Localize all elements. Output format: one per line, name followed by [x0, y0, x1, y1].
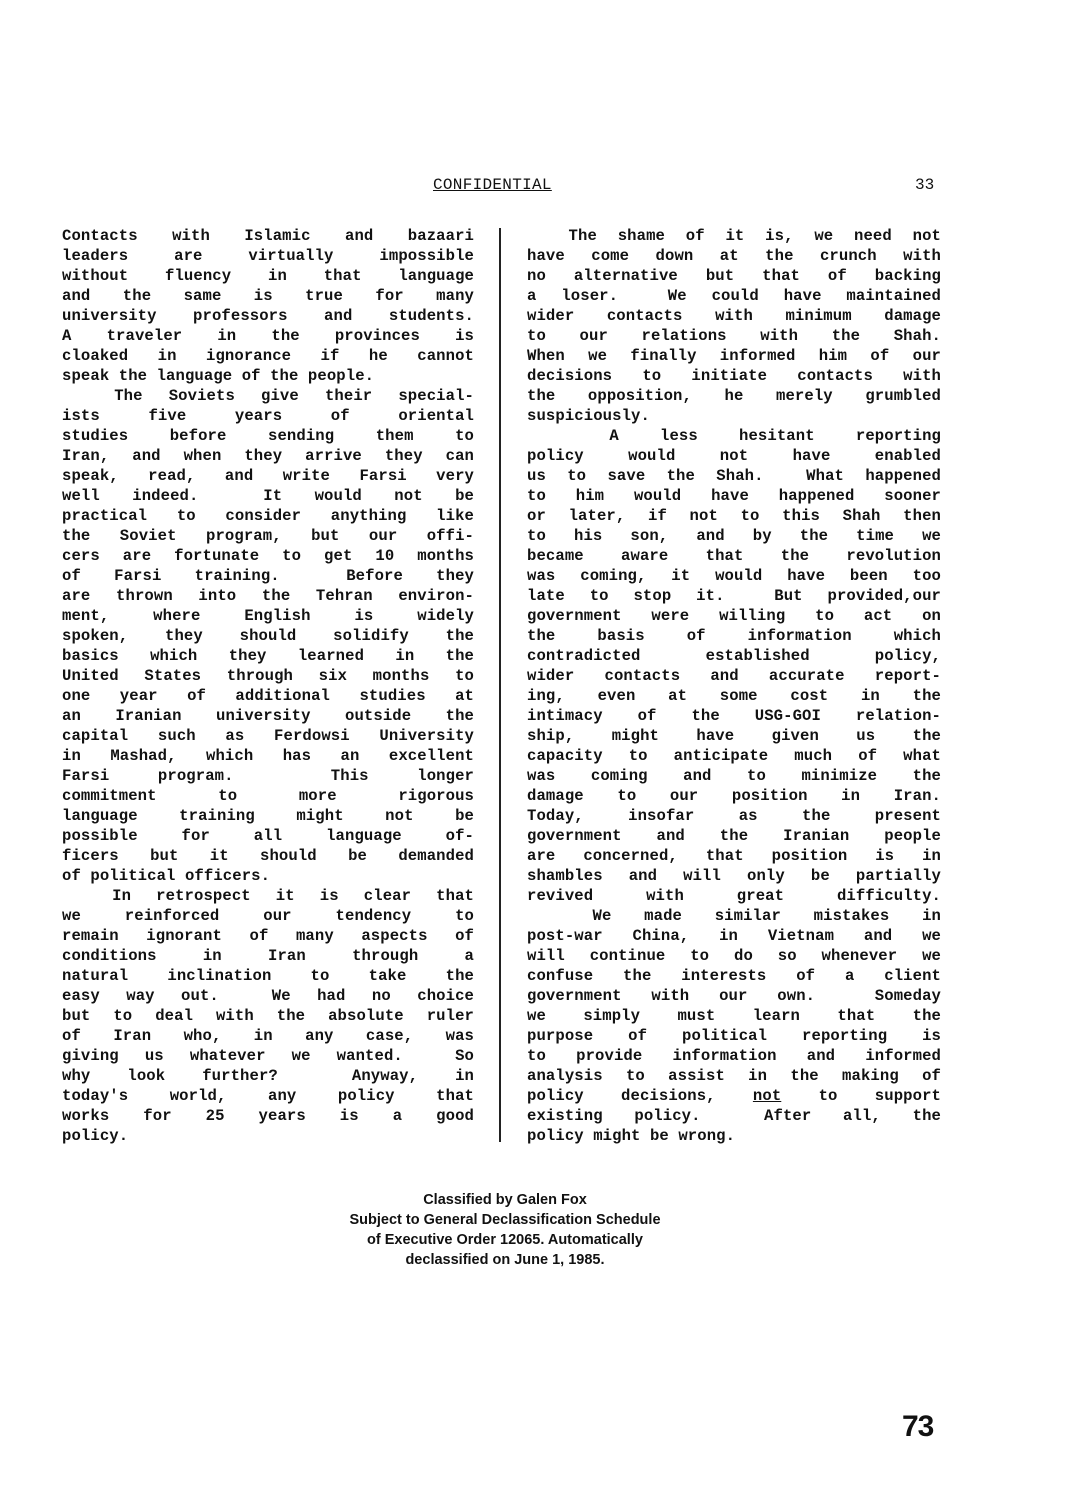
text-line: government and the Iranian people: [527, 827, 941, 845]
text-line: an Iranian university outside the: [62, 707, 474, 725]
emphasis-not: not: [752, 1087, 782, 1105]
text-line: today's world, any policy that: [62, 1087, 474, 1105]
text-line: ship, might have given us the: [527, 727, 941, 745]
text-line: university professors and students.: [62, 307, 474, 325]
text-line: the opposition, he merely grumbled: [527, 387, 941, 405]
text-line: late to stop it. But provided,our: [527, 587, 941, 605]
text-line: policy would not have enabled: [527, 447, 941, 465]
text-line: to our relations with the Shah.: [527, 327, 941, 345]
text-line: government with our own. Someday: [527, 987, 941, 1005]
text-line: damage to our position in Iran.: [527, 787, 941, 805]
text-line: commitment to more rigorous: [62, 787, 474, 805]
text-line: easy way out. We had no choice: [62, 987, 474, 1005]
text-line: capacity to anticipate much of what: [527, 747, 941, 765]
text-line: policy might be wrong.: [527, 1127, 736, 1145]
text-line: of Farsi training. Before they: [62, 567, 474, 585]
text-line: studies before sending them to: [62, 427, 474, 445]
text-line: are concerned, that position is in: [527, 847, 941, 865]
text-line: speak the language of the people.: [62, 367, 375, 385]
column-divider: [499, 228, 501, 1142]
text-line: the Soviet program, but our offi-: [62, 527, 474, 545]
text-line: wider contacts and accurate report-: [527, 667, 941, 685]
text-line: shambles and will only be partially: [527, 867, 941, 885]
classification-line: of Executive Order 12065. Automatically: [367, 1232, 643, 1248]
text-line: When we finally informed him of our: [527, 347, 941, 365]
text-line: policy decisions, not to support: [527, 1087, 941, 1105]
text-line: us to save the Shah. What happened: [527, 467, 941, 485]
text-line: ment, where English is widely: [62, 607, 474, 625]
text-line: decisions to initiate contacts with: [527, 367, 941, 385]
text-line: was coming, it would have been too: [527, 567, 941, 585]
text-line: ists five years of oriental: [62, 407, 474, 425]
text-line: possible for all language of-: [62, 827, 474, 845]
text-line: without fluency in that language: [62, 267, 474, 285]
text-line: remain ignorant of many aspects of: [62, 927, 474, 945]
text-line: and the same is true for many: [62, 287, 474, 305]
text-line: to his son, and by the time we: [527, 527, 941, 545]
text-line: We made similar mistakes in: [527, 907, 941, 925]
page-header: [0, 176, 1067, 198]
classification-line: Classified by Galen Fox: [423, 1192, 587, 1208]
text-line: one year of additional studies at: [62, 687, 474, 705]
text-line: existing policy. After all, the: [527, 1107, 941, 1125]
text-line: conditions in Iran through a: [62, 947, 474, 965]
text-line: A traveler in the provinces is: [62, 327, 474, 345]
text-line: giving us whatever we wanted. So: [62, 1047, 474, 1065]
classification-block: [260, 1190, 750, 1270]
text-line: purpose of political reporting is: [527, 1027, 941, 1045]
right-column: [527, 226, 941, 1146]
text-line: the basis of information which: [527, 627, 941, 645]
text-line: we reinforced our tendency to: [62, 907, 474, 925]
text-line: ficers but it should be demanded: [62, 847, 474, 865]
text-line: no alternative but that of backing: [527, 267, 941, 285]
text-line: post-war China, in Vietnam and we: [527, 927, 941, 945]
classification-line: Subject to General Declassification Schedule: [349, 1212, 661, 1228]
text-line: in Mashad, which has an excellent: [62, 747, 474, 765]
text-line: Iran, and when they arrive they can: [62, 447, 474, 465]
text-line: spoken, they should solidify the: [62, 627, 474, 645]
text-line: capital such as Ferdowsi University: [62, 727, 474, 745]
text-line: Contacts with Islamic and bazaari: [62, 227, 474, 245]
text-line: policy.: [62, 1127, 129, 1145]
text-line: Today, insofar as the present: [527, 807, 941, 825]
text-line: why look further? Anyway, in: [62, 1067, 474, 1085]
text-line: to provide information and informed: [527, 1047, 941, 1065]
text-line: are thrown into the Tehran environ-: [62, 587, 474, 605]
text-line: confuse the interests of a client: [527, 967, 941, 985]
page-number: 73: [902, 1410, 934, 1443]
text-line: wider contacts with minimum damage: [527, 307, 941, 325]
text-line: ing, even at some cost in the: [527, 687, 941, 705]
text-line: works for 25 years is a good: [62, 1107, 474, 1125]
text-line: will continue to do so whenever we: [527, 947, 941, 965]
text-line: well indeed. It would not be: [62, 487, 474, 505]
text-line: basics which they learned in the: [62, 647, 474, 665]
text-line: language training might not be: [62, 807, 474, 825]
text-line: practical to consider anything like: [62, 507, 474, 525]
text-line: of political officers.: [62, 867, 271, 885]
text-line: of Iran who, in any case, was: [62, 1027, 474, 1045]
text-line: intimacy of the USG-GOI relation-: [527, 707, 941, 725]
text-line: The shame of it is, we need not: [527, 227, 941, 245]
text-line: revived with great difficulty.: [527, 887, 941, 905]
text-line: analysis to assist in the making of: [527, 1067, 941, 1085]
text-line: became aware that the revolution: [527, 547, 941, 565]
text-line: leaders are virtually impossible: [62, 247, 474, 265]
header-page-number: 33: [915, 176, 935, 194]
text-line: suspiciously.: [527, 407, 650, 425]
text-line: to him would have happened sooner: [527, 487, 941, 505]
text-line: In retrospect it is clear that: [62, 887, 474, 905]
text-line: have come down at the crunch with: [527, 247, 941, 265]
text-line: but to deal with the absolute ruler: [62, 1007, 474, 1025]
text-line: was coming and to minimize the: [527, 767, 941, 785]
text-line: United States through six months to: [62, 667, 474, 685]
text-line: cloaked in ignorance if he cannot: [62, 347, 474, 365]
text-line: or later, if not to this Shah then: [527, 507, 941, 525]
text-line: a loser. We could have maintained: [527, 287, 941, 305]
classification-line: declassified on June 1, 1985.: [405, 1252, 605, 1268]
text-line: government were willing to act on: [527, 607, 941, 625]
text-line: contradicted established policy,: [527, 647, 941, 665]
text-line: The Soviets give their special-: [62, 387, 474, 405]
text-line: cers are fortunate to get 10 months: [62, 547, 474, 565]
left-column: [62, 226, 474, 1146]
text-line: we simply must learn that the: [527, 1007, 941, 1025]
text-line: Farsi program. This longer: [62, 767, 474, 785]
text-line: A less hesitant reporting: [527, 427, 941, 445]
text-line: speak, read, and write Farsi very: [62, 467, 474, 485]
confidential-label: CONFIDENTIAL: [433, 176, 552, 194]
text-line: natural inclination to take the: [62, 967, 474, 985]
